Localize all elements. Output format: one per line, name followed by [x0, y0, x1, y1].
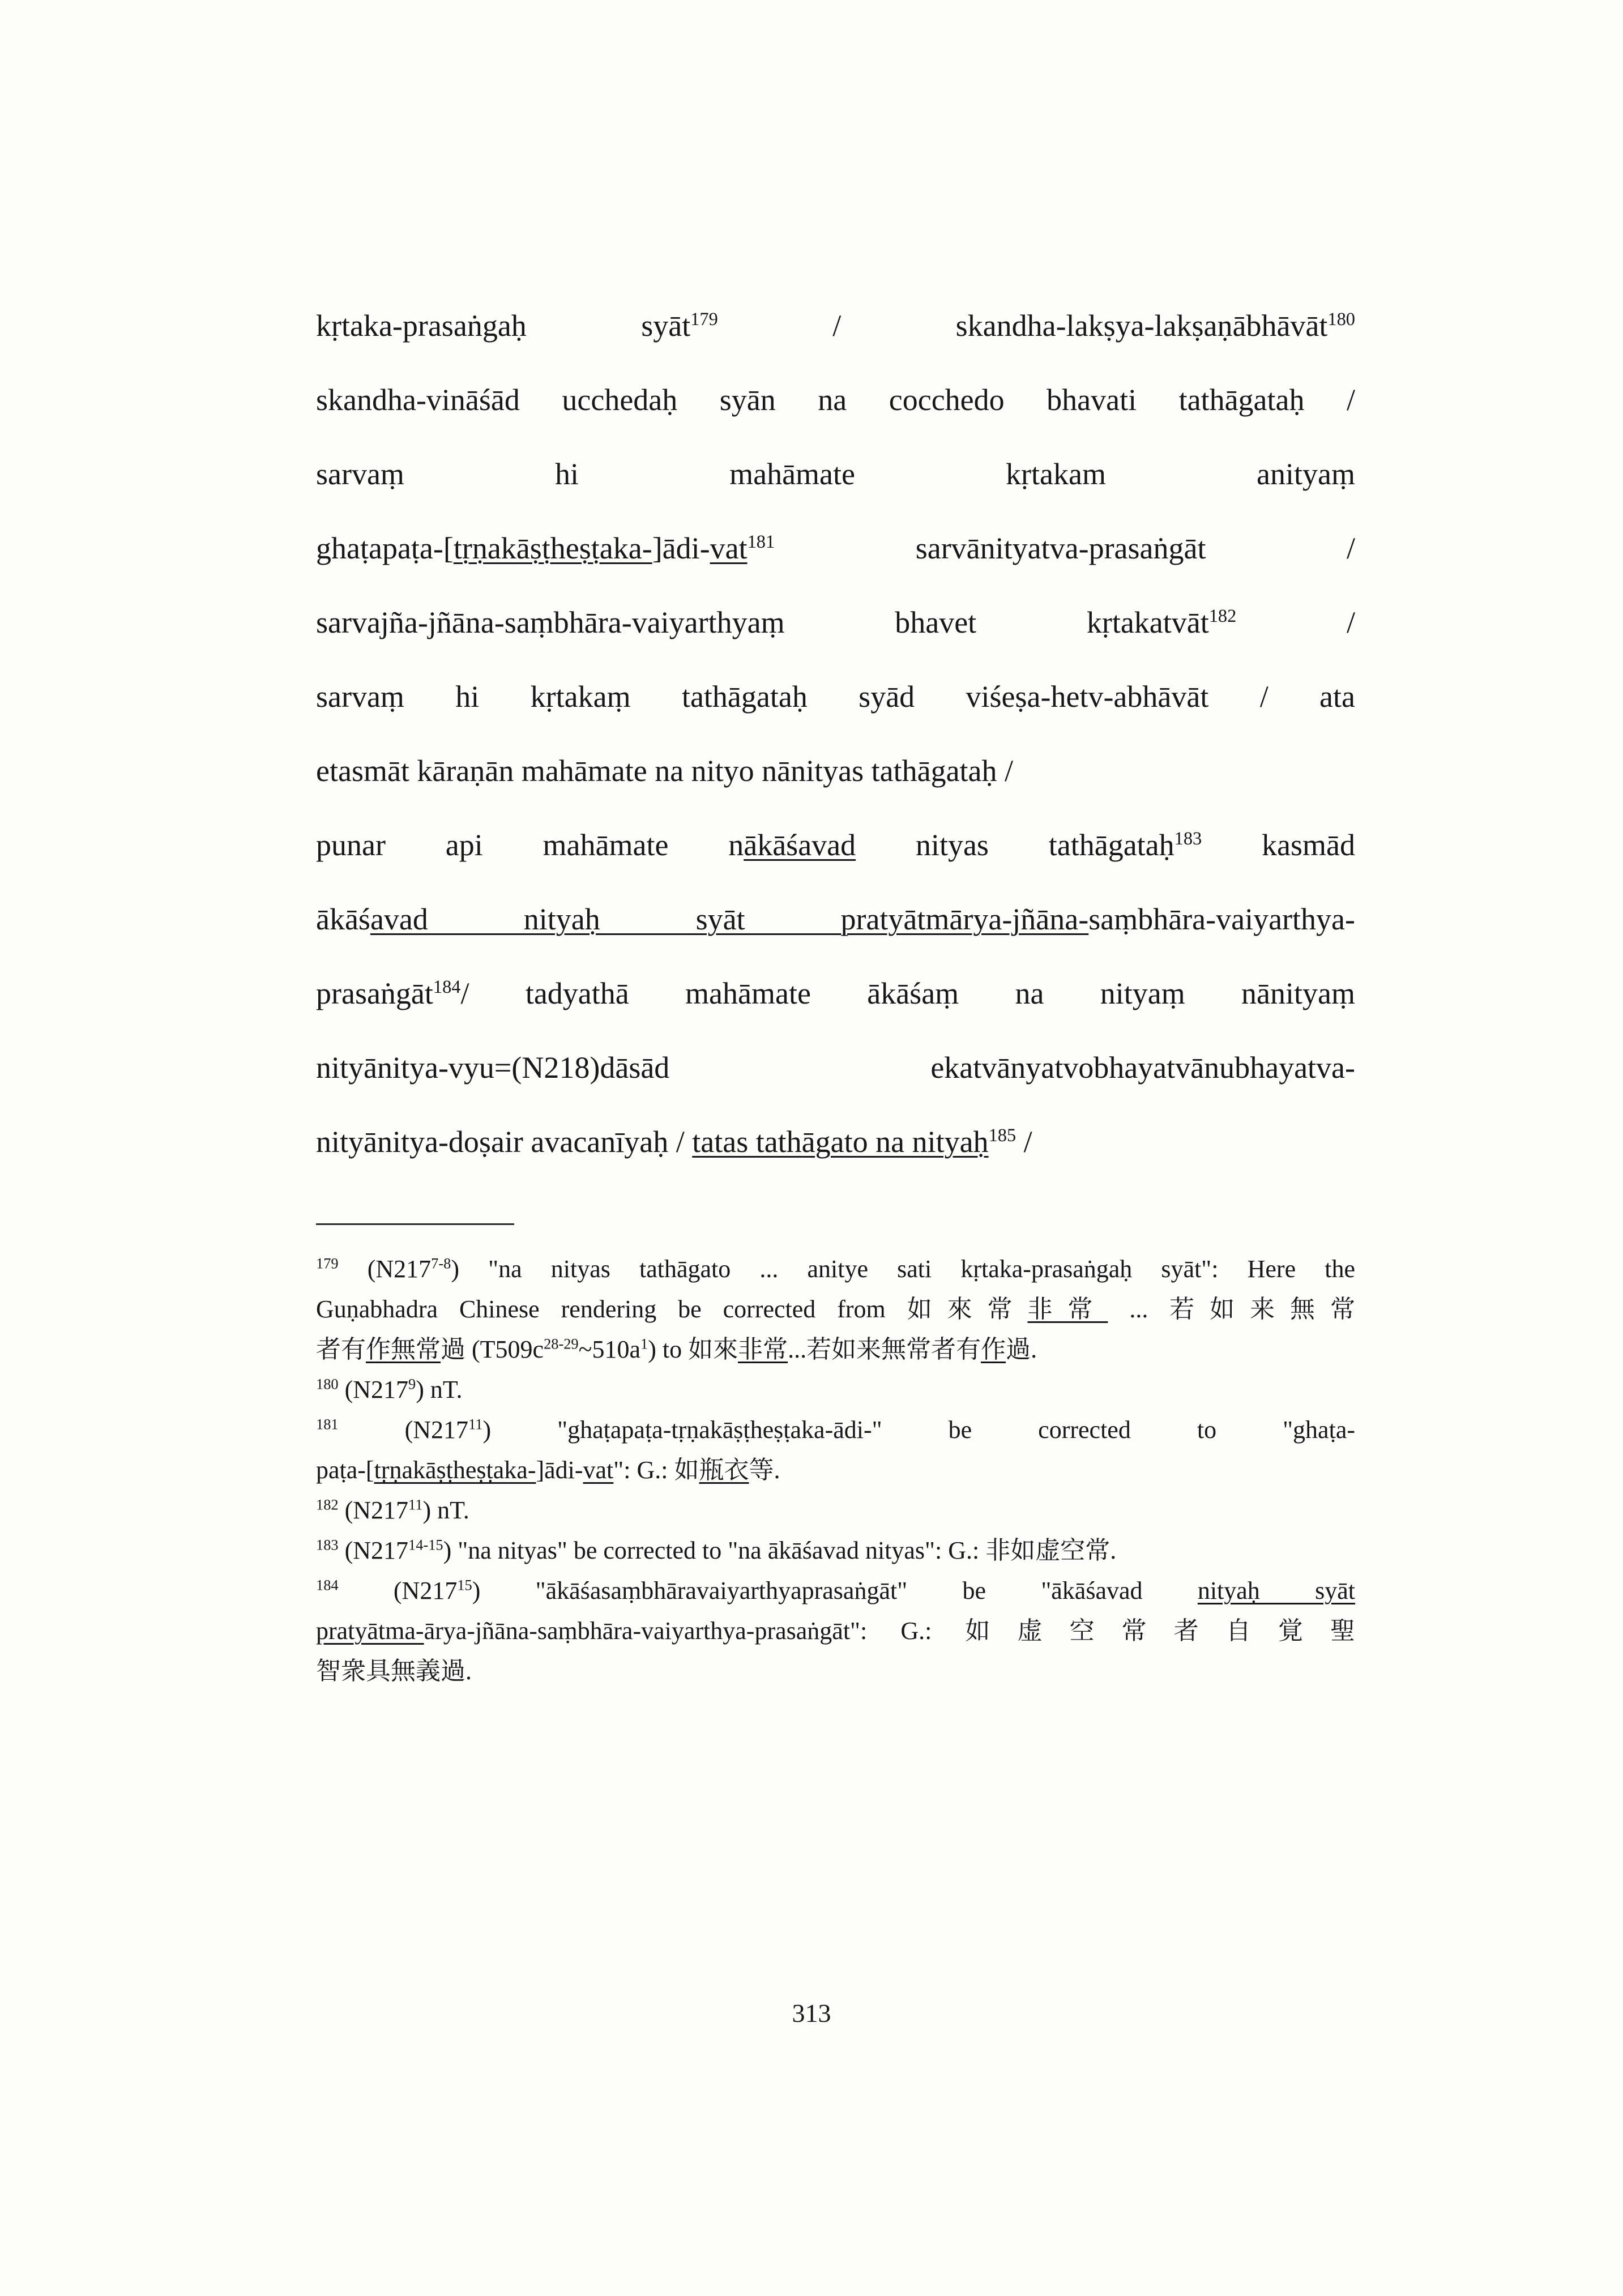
footnote-line — [316, 1369, 1355, 1410]
text-segment: pratyātma- — [316, 1617, 424, 1645]
body-text-line — [316, 808, 1355, 882]
footnote-line — [316, 1490, 1355, 1530]
footnote-ref-superscript: 182 — [1208, 606, 1237, 626]
text-segment: 作 — [981, 1335, 1006, 1363]
footnote — [316, 1249, 1355, 1369]
footnotes — [316, 1249, 1355, 1691]
footnote-ref-superscript: 11 — [468, 1415, 483, 1433]
footnote-ref-superscript: 183 — [316, 1536, 339, 1554]
footnote — [316, 1530, 1355, 1571]
page-number: 313 — [792, 1999, 831, 2028]
body-text-line — [316, 660, 1355, 734]
text-segment: etasmāt kāraṇān mahāmate na nityo nānityas tathāgataḥ / — [316, 754, 1014, 788]
text-segment: ~510a — [578, 1335, 640, 1363]
text-segment: 等. — [749, 1456, 780, 1484]
body-text-line — [316, 437, 1355, 511]
footnote-ref-superscript: 180 — [1327, 309, 1355, 330]
footnote-line — [316, 1289, 1355, 1329]
text-segment: kasmād — [1202, 828, 1355, 862]
text-segment: ) nT. — [422, 1496, 469, 1524]
text-segment: sarvaṃ hi mahāmate kṛtakam anityaṃ — [316, 457, 1355, 491]
footnote-ref-superscript: 182 — [316, 1496, 339, 1513]
footnote — [316, 1369, 1355, 1410]
body-text-line — [316, 957, 1355, 1031]
text-segment: / — [717, 309, 956, 343]
footnote-line — [316, 1530, 1355, 1571]
text-segment: 智衆具無義過. — [316, 1657, 472, 1685]
text-segment: nityas tathāgataḥ — [856, 828, 1174, 862]
footnote-ref-superscript: 184 — [316, 1576, 339, 1594]
text-segment: ]ādi- — [652, 531, 710, 565]
text-segment: skandha-vināśād ucchedaḥ syān na cocchedo bhavati tathāgataḥ / — [316, 383, 1355, 417]
footnote-line — [316, 1450, 1355, 1490]
footnote-separator — [316, 1223, 514, 1225]
footnote-ref-superscript: 28-29 — [544, 1335, 579, 1352]
text-segment: nityānitya-doṣair avacanīyaḥ / — [316, 1125, 693, 1159]
text-segment: avad nityaḥ syāt pratyātmārya-jñāna- — [370, 902, 1089, 936]
footnote-ref-superscript: 185 — [988, 1125, 1016, 1146]
footnote-ref-superscript: 9 — [408, 1375, 416, 1393]
footnote — [316, 1410, 1355, 1490]
text-segment: tṛṇakāṣṭheṣṭaka- — [453, 531, 652, 565]
body-text-line — [316, 734, 1355, 808]
text-segment: vat — [710, 531, 748, 565]
footnote-ref-superscript: 1 — [640, 1335, 648, 1352]
text-segment: ... 若如来無常 — [1108, 1295, 1355, 1323]
text-segment: ) nT. — [416, 1376, 463, 1403]
footnote-ref-superscript: 183 — [1174, 829, 1202, 849]
text-segment: (N217 — [338, 1496, 409, 1524]
text-segment: ārya-jñāna-saṃbhāra-vaiyarthya-prasaṅgāt": G.: 如虚空常者自覚聖 — [424, 1617, 1355, 1645]
footnote-line — [316, 1651, 1355, 1691]
text-segment: ...若如来無常者有 — [788, 1335, 981, 1363]
text-segment: sarvaṃ hi kṛtakaṃ tathāgataḥ syād viśeṣa-hetv-abhāvāt / ata — [316, 680, 1355, 714]
text-segment: ākāś — [316, 902, 370, 936]
body-text-line — [316, 511, 1355, 586]
body-text-line — [316, 1031, 1355, 1105]
text-segment: tatas tathāgato na nityaḥ — [692, 1125, 989, 1159]
body-text-line — [316, 289, 1355, 363]
text-segment: kṛtaka-prasaṅgaḥ — [316, 309, 642, 343]
text-segment: (N217 — [338, 1376, 409, 1403]
text-segment: syāt — [641, 309, 691, 343]
text-segment: / tadyathā mahāmate ākāśaṃ na nityaṃ nānityaṃ — [460, 976, 1355, 1010]
text-segment: sarvajña-jñāna-saṃbhāra-vaiyarthyaṃ bhavet kṛtakatvāt — [316, 605, 1209, 639]
text-segment: ākāśavad — [744, 828, 856, 862]
text-segment: (N217 — [338, 1537, 409, 1564]
body-text-line — [316, 882, 1355, 957]
body-text-line — [316, 586, 1355, 660]
text-segment: 者有 — [316, 1335, 366, 1363]
text-segment: ]ādi- — [536, 1456, 583, 1484]
footnote-ref-superscript: 11 — [408, 1496, 423, 1513]
text-segment: ": G.: 如 — [613, 1456, 699, 1484]
main-text — [316, 289, 1355, 1179]
footnote-line — [316, 1410, 1355, 1450]
text-segment: sarvānityatva-prasaṅgāt / — [775, 531, 1355, 565]
text-segment: ) "ākāśasaṃbhāravaiyarthyaprasaṅgāt" be "ākāśavad — [472, 1577, 1198, 1604]
text-segment: 非常 — [1027, 1295, 1108, 1323]
text-segment: ) to 如來 — [648, 1335, 738, 1363]
text-segment: 瓶衣 — [699, 1456, 749, 1484]
text-segment: 過. — [1006, 1335, 1037, 1363]
text-segment: (N217 — [338, 1416, 469, 1444]
text-segment: nityaḥ syāt — [1197, 1577, 1355, 1604]
text-segment: prasaṅgāt — [316, 976, 433, 1010]
text-segment: (N217 — [338, 1255, 432, 1283]
text-segment: Guṇabhadra Chinese rendering be corrected from 如來常 — [316, 1295, 1028, 1323]
text-segment: 非常 — [738, 1335, 788, 1363]
footnote-line — [316, 1611, 1355, 1651]
footnote — [316, 1571, 1355, 1691]
footnote-ref-superscript: 7-8 — [431, 1254, 451, 1272]
text-segment: ) "na nityas tathāgato ... anitye sati kṛtaka-prasaṅgaḥ syāt": Here the — [451, 1255, 1355, 1283]
footnote-line — [316, 1249, 1355, 1289]
footnote-ref-superscript: 179 — [316, 1254, 339, 1272]
text-segment: tṛṇakāṣṭheṣṭaka- — [374, 1456, 536, 1484]
text-segment: paṭa-[ — [316, 1456, 374, 1484]
footnote-ref-superscript: 184 — [433, 977, 461, 997]
text-segment: ) "ghaṭapaṭa-tṛṇakāṣṭheṣṭaka-ādi-" be corrected to "ghaṭa- — [482, 1416, 1355, 1444]
footnote — [316, 1490, 1355, 1530]
footnote-ref-superscript: 181 — [747, 532, 775, 552]
footnote-ref-superscript: 15 — [457, 1576, 472, 1594]
text-segment: / — [1236, 605, 1355, 639]
text-segment: nityānitya-vyu=(N218)dāsād ekatvānyatvobhayatvānubhayatva- — [316, 1051, 1355, 1085]
text-segment: punar api mahāmate n — [316, 828, 744, 862]
text-segment: skandha-lakṣya-lakṣaṇābhāvāt — [955, 309, 1328, 343]
footnote-line — [316, 1329, 1355, 1369]
body-text-line — [316, 1105, 1355, 1179]
text-segment: ghaṭapaṭa-[ — [316, 531, 454, 565]
footnote-line — [316, 1571, 1355, 1611]
text-segment: 過 (T509c — [441, 1335, 544, 1363]
text-segment: ) "na nityas" be corrected to "na ākāśavad nityas": G.: 非如虚空常. — [443, 1537, 1117, 1564]
text-segment: / — [1016, 1125, 1032, 1159]
text-segment: saṃbhāra-vaiyarthya- — [1088, 902, 1355, 936]
body-text-line — [316, 363, 1355, 437]
footnote-ref-superscript: 180 — [316, 1375, 339, 1393]
footnote-ref-superscript: 181 — [316, 1415, 339, 1433]
footnote-ref-superscript: 14-15 — [408, 1536, 443, 1554]
text-segment: (N217 — [338, 1577, 458, 1604]
footnote-ref-superscript: 179 — [690, 309, 718, 330]
text-segment: 作無常 — [366, 1335, 441, 1363]
text-segment: vat — [583, 1456, 614, 1484]
